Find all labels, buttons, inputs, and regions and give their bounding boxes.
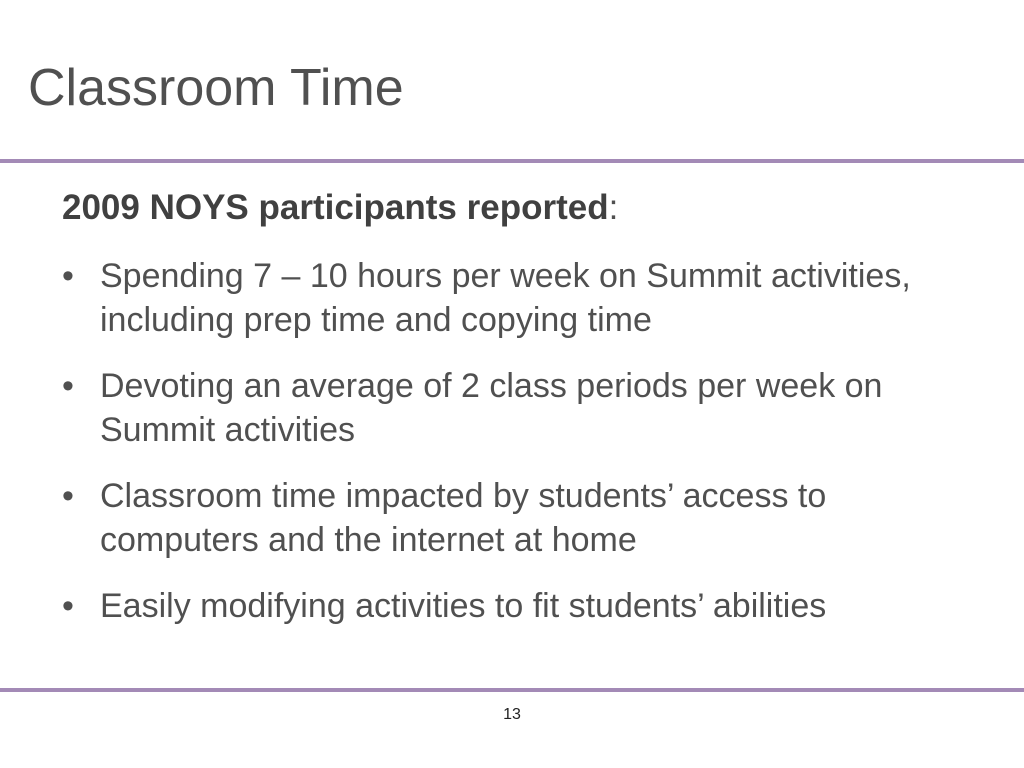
bullet-icon: • bbox=[62, 257, 74, 295]
slide-title: Classroom Time bbox=[28, 59, 404, 117]
bullet-icon: • bbox=[62, 477, 74, 515]
bullet-text: Classroom time impacted by students’ access to computers and the internet at home bbox=[100, 477, 827, 559]
slide-content bbox=[62, 186, 992, 650]
bullet-icon: • bbox=[62, 367, 74, 405]
intro-line bbox=[62, 186, 992, 230]
bullet-text: Devoting an average of 2 class periods per week on Summit activities bbox=[100, 367, 883, 449]
list-item bbox=[62, 474, 992, 562]
intro-bold-text: 2009 NOYS participants reported bbox=[62, 188, 609, 227]
bullet-text: Easily modifying activities to fit students’ abilities bbox=[100, 587, 827, 625]
list-item bbox=[62, 364, 992, 452]
bottom-divider bbox=[0, 688, 1024, 692]
list-item bbox=[62, 254, 992, 342]
intro-suffix: : bbox=[608, 188, 619, 227]
bullet-list bbox=[62, 254, 992, 628]
bullet-icon: • bbox=[62, 587, 74, 625]
top-divider bbox=[0, 159, 1024, 163]
page-number: 13 bbox=[503, 706, 521, 723]
list-item bbox=[62, 584, 992, 628]
bullet-text: Spending 7 – 10 hours per week on Summit activities, including prep time and copying time bbox=[100, 257, 911, 339]
